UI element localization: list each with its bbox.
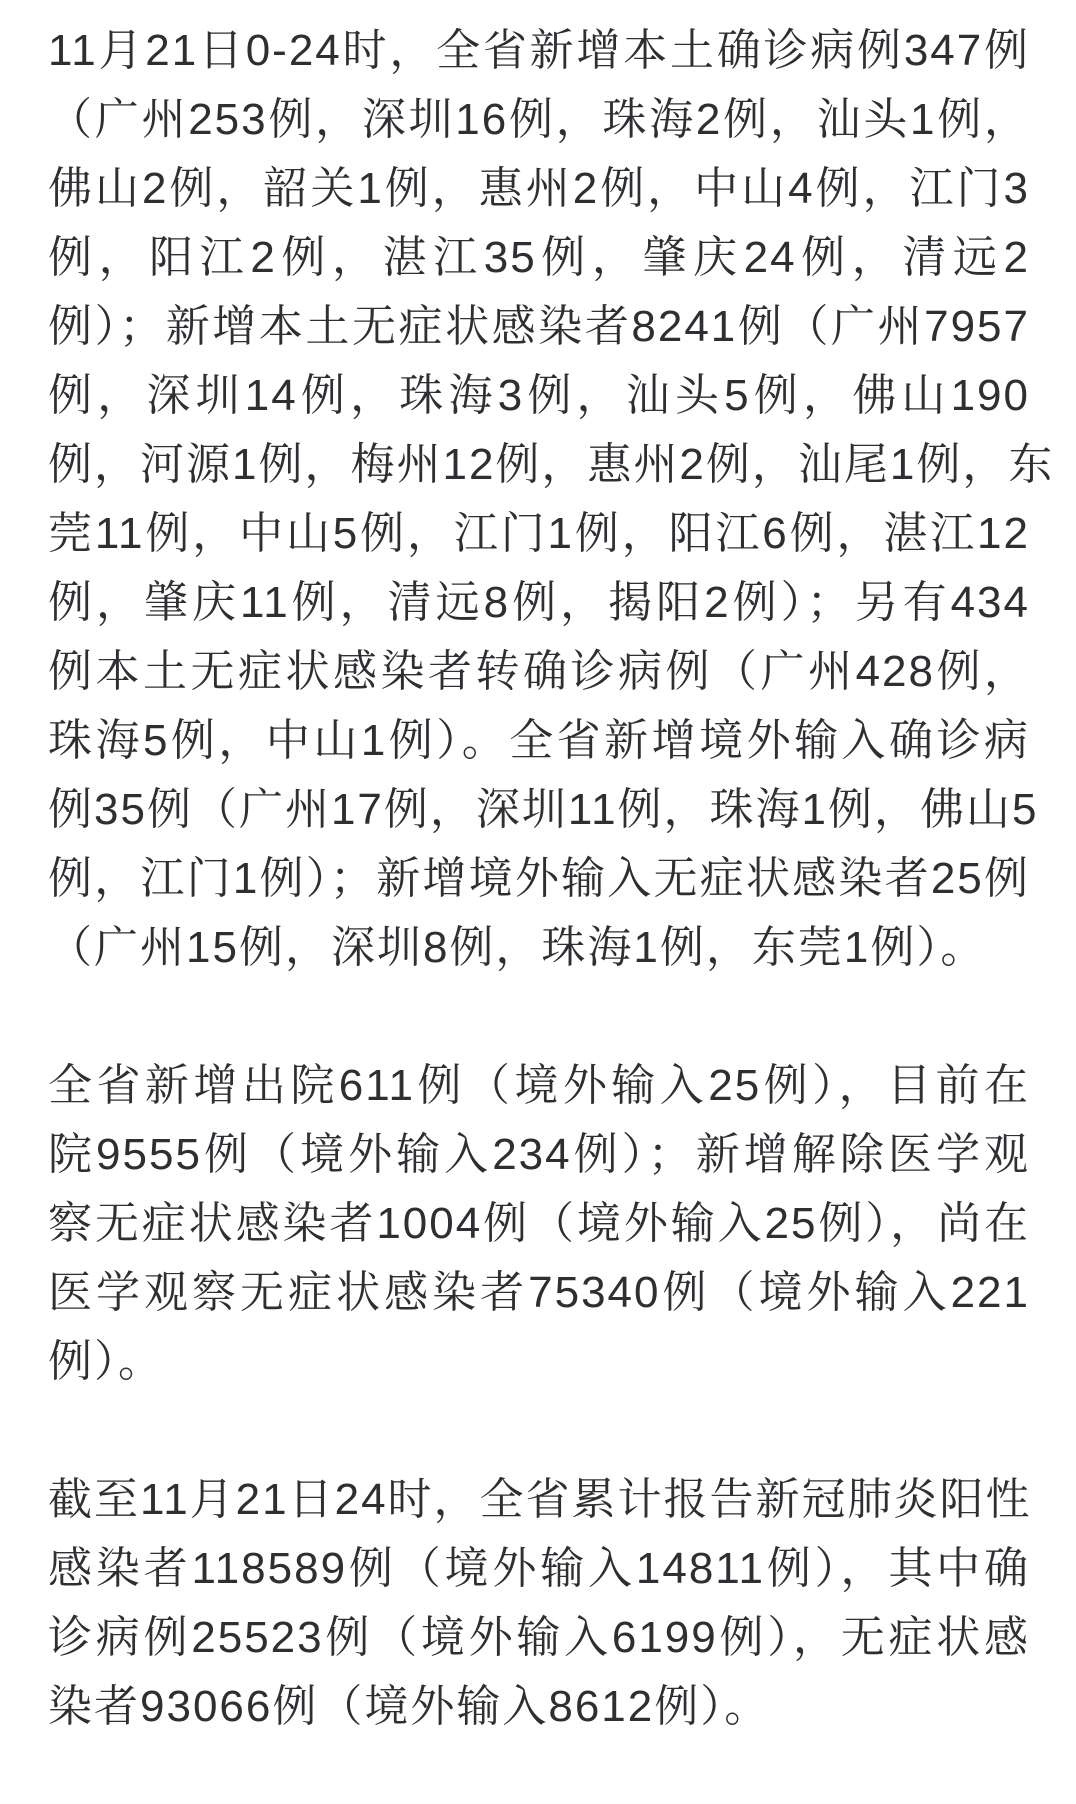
text-line: 例，深圳14例，珠海3例，汕头5例，佛山190 [48,371,1030,420]
text-line: 例，肇庆11例，清远8例，揭阳2例）；另有434 [48,578,1030,627]
text-line: 染者93066例（境外输入8612例）。 [48,1682,771,1731]
text-line: 例本土无症状感染者转确诊病例（广州428例， [48,647,1030,696]
text-line: 截至11月21日24时，全省累计报告新冠肺炎阳性 [48,1475,1032,1524]
text-line: 诊病例25523例（境外输入6199例），无症状感 [48,1613,1030,1662]
paragraph-new-cases [48,16,1055,982]
text-line: 感染者118589例（境外输入14811例），其中确 [48,1544,1030,1593]
text-line: （广州15例，深圳8例，珠海1例，东莞1例）。 [48,923,987,972]
text-line: 医学观察无症状感染者75340例（境外输入221 [48,1268,1030,1317]
text-line: 莞11例，中山5例，江门1例，阳江6例，湛江12 [48,509,1030,558]
text-line: 例）。 [48,1337,164,1386]
paragraph-cumulative-totals [48,1465,1030,1741]
text-line: 察无症状感染者1004例（境外输入25例），尚在 [48,1199,1030,1248]
text-line: 全省新增出院611例（境外输入25例），目前在 [48,1061,1030,1110]
text-line: 珠海5例，中山1例）。全省新增境外输入确诊病 [48,716,1030,765]
text-line: 例，河源1例，梅州12例，惠州2例，汕尾1例，东 [48,440,1055,489]
text-line: 例，江门1例）；新增境外输入无症状感染者25例 [48,854,1030,903]
paragraph-discharges-observation [48,1051,1030,1396]
text-line: （广州253例，深圳16例，珠海2例，汕头1例， [48,95,1030,144]
text-line: 院9555例（境外输入234例）；新增解除医学观 [48,1130,1030,1179]
text-line: 11月21日0-24时，全省新增本土确诊病例347例 [48,26,1030,75]
text-line: 佛山2例，韶关1例，惠州2例，中山4例，江门3 [48,164,1030,213]
text-line: 例）；新增本土无症状感染者8241例（广州7957 [48,302,1030,351]
text-line: 例35例（广州17例，深圳11例，珠海1例，佛山5 [48,785,1039,834]
text-line: 例，阳江2例，湛江35例，肇庆24例，清远2 [48,233,1030,282]
